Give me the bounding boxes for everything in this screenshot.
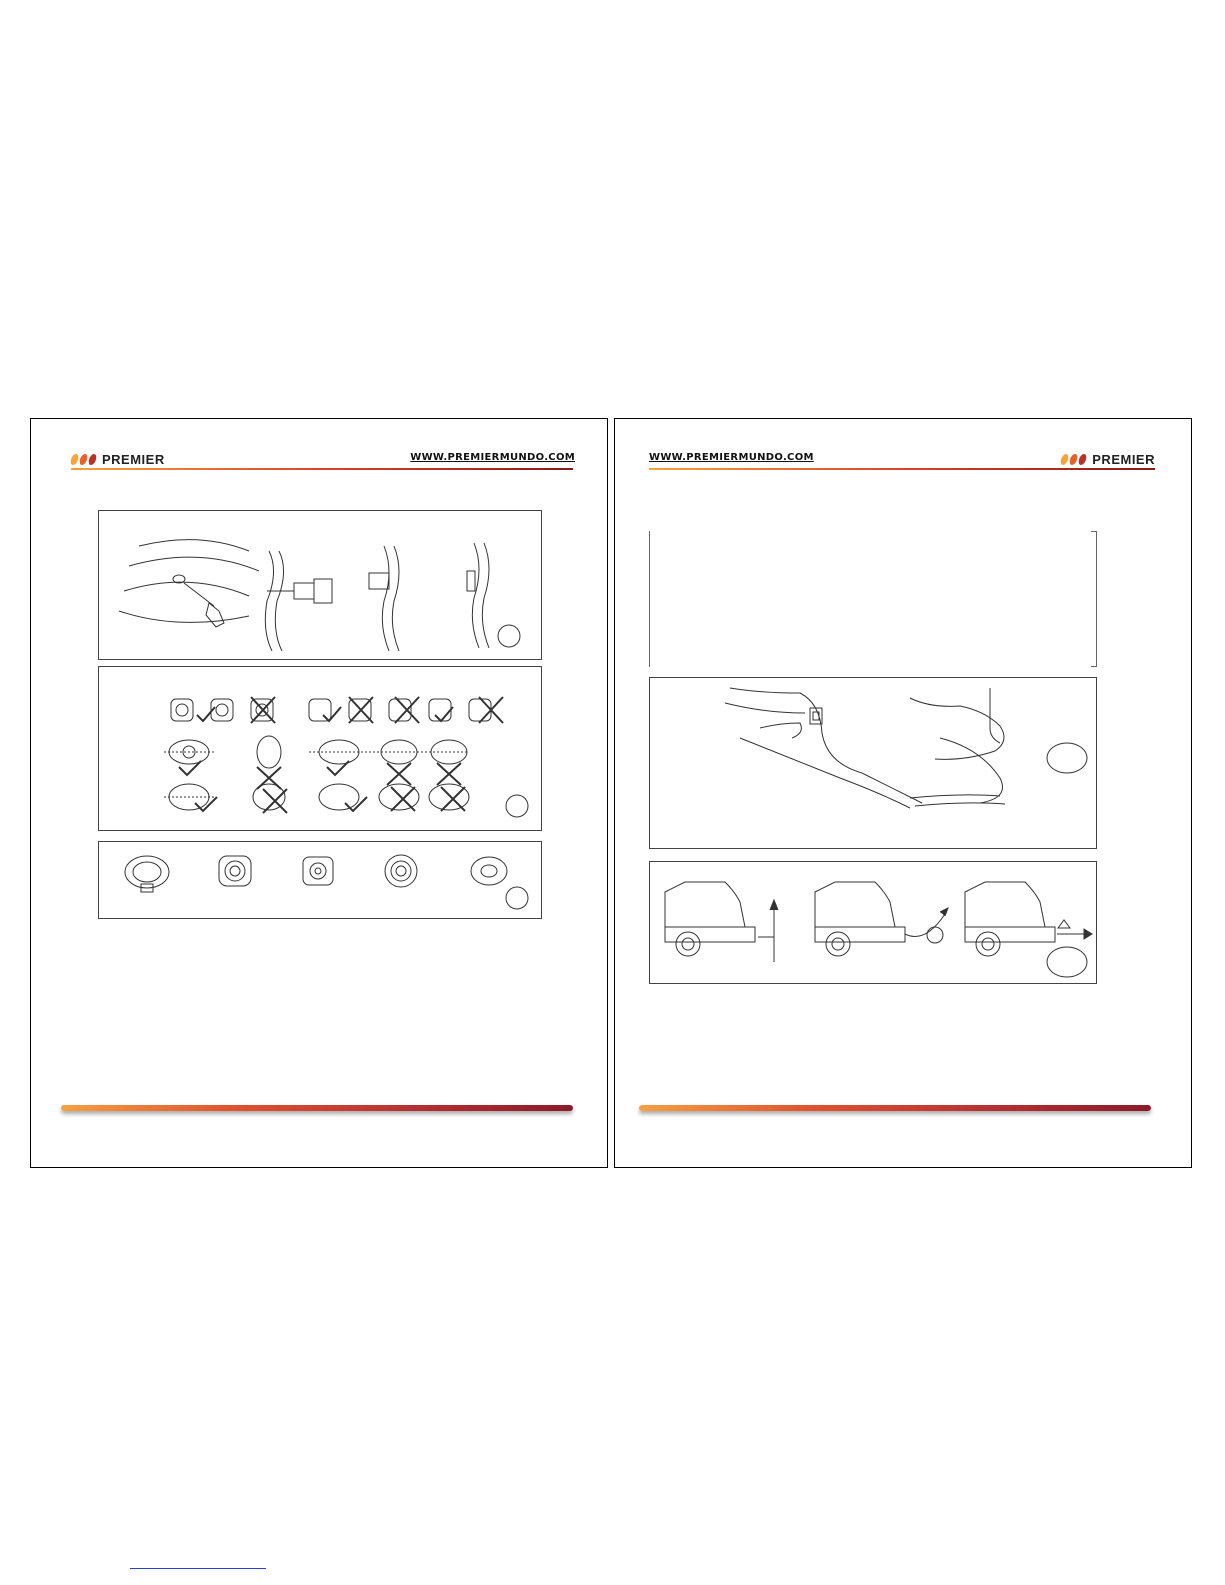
vehicle-detection-illustration [650,862,1098,985]
header-rule [71,468,573,470]
placement-check-panel [98,666,542,831]
drilling-illustration [99,511,543,661]
footer-rule [61,1105,573,1111]
blank-text-box [649,531,1097,667]
premier-logo [1061,452,1155,467]
trunk-wiring-panel [649,677,1097,849]
drilling-mounting-panel [98,510,542,660]
logo-dots-icon [71,454,98,465]
header-rule [649,468,1155,470]
placement-examples-illustration [99,667,543,832]
sensor-types-illustration [99,842,543,920]
premier-logo [71,452,165,467]
logo-dots-icon [1061,454,1088,465]
vehicle-detection-panel [649,861,1097,984]
bottom-link-underline[interactable] [130,1568,266,1569]
trunk-wiring-illustration [650,678,1098,850]
brand-name: PREMIER [102,452,165,467]
brand-name: PREMIER [1092,452,1155,467]
footer-rule [639,1105,1151,1111]
right-page [614,418,1192,1168]
sensor-types-panel [98,841,542,919]
website-url[interactable]: WWW.PREMIERMUNDO.COM [410,452,575,463]
website-url[interactable]: WWW.PREMIERMUNDO.COM [649,452,814,463]
left-page [30,418,608,1168]
